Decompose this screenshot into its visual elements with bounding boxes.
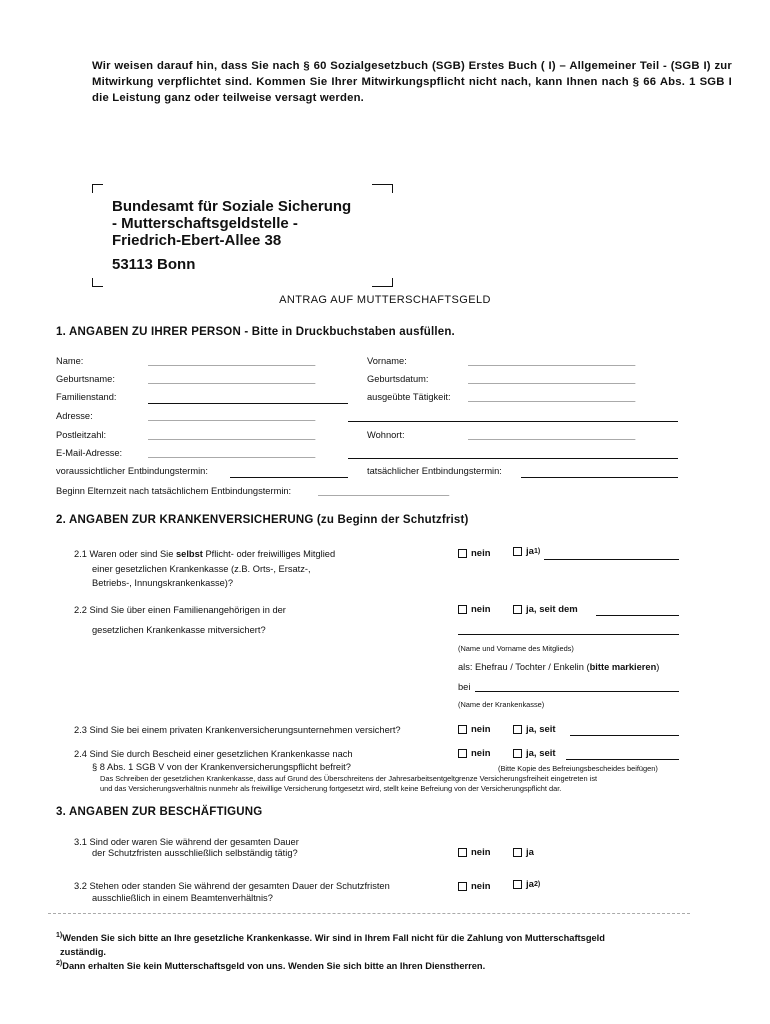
address-corner-bottom-right xyxy=(372,278,393,287)
recipient-department: - Mutterschaftsgeldstelle - xyxy=(112,215,298,232)
q31-ja-checkbox[interactable] xyxy=(513,848,522,857)
form-title: ANTRAG AUF MUTTERSCHAFTSGELD xyxy=(279,294,491,306)
q23-seit-field[interactable] xyxy=(570,735,679,736)
q24-seit-field[interactable] xyxy=(566,759,679,760)
recipient-street: Friedrich-Ebert-Allee 38 xyxy=(112,232,282,249)
q24-explanation-line1: Das Schreiben der gesetzlichen Krankenkasse, dass auf Grund des Überschreitens der Jahresarbeitsentgeltgrenze Versicherungsfreiheit eingetreten ist xyxy=(100,774,598,783)
vorname-label: Vorname: xyxy=(367,356,407,366)
q23-ja-checkbox[interactable] xyxy=(513,725,522,734)
q22-relationship-suffix: ) xyxy=(656,662,660,672)
q23-nein-option[interactable] xyxy=(458,724,491,735)
email-label: E-Mail-Adresse: xyxy=(56,448,123,458)
question-2-3: 2.3 Sind Sie bei einem privaten Krankenversicherungsunternehmen versichert? xyxy=(74,725,401,735)
adresse-field-dash[interactable]: _____________________________________ xyxy=(148,411,315,421)
q22-relationship[interactable] xyxy=(458,661,659,674)
q21-ja-label: ja xyxy=(526,546,534,557)
q32-nein-label: nein xyxy=(471,881,491,892)
legal-notice-paragraph: Wir weisen darauf hin, dass Sie nach § 60 Sozialgesetzbuch (SGB) Erstes Buch ( I) – Allgemeiner Teil - (SGB I) zur Mitwirkung verpflichtet sind. Kommen Sie Ihrer Mitwirkungspflicht nicht nach, kann Ihnen nach § 66 Abs. 1 SGB I die Leistung ganz oder teilweise versagt werden. xyxy=(92,60,732,104)
question-3-1-line2: der Schutzfristen ausschließlich selbständig tätig? xyxy=(92,848,298,858)
wohnort-field[interactable]: _____________________________________ xyxy=(468,430,635,440)
q21-nein-option[interactable] xyxy=(458,548,491,559)
vorname-field[interactable]: _____________________________________ xyxy=(468,356,635,366)
adresse-label: Adresse: xyxy=(56,411,93,421)
q22-ja-option[interactable] xyxy=(513,604,578,615)
q22-nein-checkbox[interactable] xyxy=(458,605,467,614)
footnote-2-ref: 2) xyxy=(533,881,541,888)
question-2-1-emphasis: selbst xyxy=(175,549,203,559)
question-3-1-line1: 3.1 Sind oder waren Sie während der gesamten Dauer xyxy=(74,837,299,847)
question-3-2-line2: ausschließlich in einem Beamtenverhältnis? xyxy=(92,893,273,903)
q23-nein-label: nein xyxy=(471,724,491,735)
q22-ja-checkbox[interactable] xyxy=(513,605,522,614)
q24-explanation-line2: und das Versicherungsverhältnis nunmehr als freiwillige Versicherung fortgesetzt wird, stellt keine Befreiung von der Versicherungspflicht dar. xyxy=(100,784,562,793)
address-corner-top-left xyxy=(92,184,103,193)
elternzeit-label: Beginn Elternzeit nach tatsächlichem Entbindungstermin: xyxy=(56,486,292,496)
geburtsdatum-label: Geburtsdatum: xyxy=(367,374,429,384)
q22-bei-label: bei xyxy=(458,682,471,692)
wohnort-label: Wohnort: xyxy=(367,430,405,440)
familienstand-label: Familienstand: xyxy=(56,392,117,402)
email-field-dash[interactable]: _____________________________________ xyxy=(148,448,315,458)
geburtsdatum-field[interactable]: _____________________________________ xyxy=(468,374,635,384)
footnote-1 xyxy=(56,932,605,943)
q32-nein-option[interactable] xyxy=(458,881,491,892)
email-field[interactable] xyxy=(348,458,678,459)
q22-ja-label: ja, seit dem xyxy=(526,604,578,615)
tatsaechlicher-termin-label: tatsächlicher Entbindungstermin: xyxy=(367,466,502,476)
taetigkeit-field[interactable]: _____________________________________ xyxy=(468,392,635,402)
section-1-heading: 1. ANGABEN ZU IHRER PERSON - Bitte in Druckbuchstaben ausfüllen. xyxy=(56,326,455,338)
footnote-1-text: Wenden Sie sich bitte an Ihre gesetzliche Krankenkasse. Wir sind in Ihrem Fall nicht für die Zahlung von Mutterschaftsgeld xyxy=(62,933,605,943)
q23-ja-label: ja, seit xyxy=(526,724,556,735)
question-3-2-line1: 3.2 Stehen oder standen Sie während der gesamten Dauer der Schutzfristen xyxy=(74,881,390,891)
footnote-1-continuation: zuständig. xyxy=(60,947,106,957)
address-corner-bottom-left xyxy=(92,278,103,287)
q31-ja-option[interactable] xyxy=(513,847,534,858)
taetigkeit-label: ausgeübte Tätigkeit: xyxy=(367,392,451,402)
address-corner-top-right xyxy=(372,184,393,193)
q32-ja-label: ja xyxy=(526,879,534,890)
question-2-1-text-c: Pflicht- oder freiwilliges Mitglied xyxy=(202,549,336,559)
q31-ja-label: ja xyxy=(526,847,534,858)
footnote-1-mark: 1) xyxy=(56,932,63,939)
q22-kasse-note: (Name der Krankenkasse) xyxy=(458,700,545,709)
q24-nein-label: nein xyxy=(471,748,491,759)
q21-ja-option[interactable] xyxy=(513,546,540,557)
voraussichtlicher-termin-label: voraussichtlicher Entbindungstermin: xyxy=(56,466,208,476)
q24-ja-option[interactable] xyxy=(513,748,556,759)
q24-copy-note: (Bitte Kopie des Befreiungsbescheides beifügen) xyxy=(498,764,658,773)
q24-ja-checkbox[interactable] xyxy=(513,749,522,758)
section-2-heading: 2. ANGABEN ZUR KRANKENVERSICHERUNG (zu Beginn der Schutzfrist) xyxy=(56,514,469,526)
name-field[interactable]: _____________________________________ xyxy=(148,356,315,366)
q22-relationship-prefix: als: Ehefrau / Tochter / Enkelin ( xyxy=(458,662,590,672)
q32-ja-option[interactable] xyxy=(513,879,540,890)
geburtsname-label: Geburtsname: xyxy=(56,374,115,384)
footnote-2 xyxy=(56,960,485,971)
q32-nein-checkbox[interactable] xyxy=(458,882,467,891)
question-2-1-text-a: 2.1 Waren oder sind Sie xyxy=(74,549,176,559)
q32-ja-checkbox[interactable] xyxy=(513,880,522,889)
footnote-separator xyxy=(48,913,690,914)
q31-nein-label: nein xyxy=(471,847,491,858)
postleitzahl-field[interactable]: _____________________________________ xyxy=(148,430,315,440)
q23-nein-checkbox[interactable] xyxy=(458,725,467,734)
q22-member-name-field[interactable] xyxy=(458,634,679,635)
q22-relationship-hint: bitte markieren xyxy=(589,662,657,672)
question-2-4-line1: 2.4 Sind Sie durch Bescheid einer gesetzlichen Krankenkasse nach xyxy=(74,749,353,759)
q24-nein-option[interactable] xyxy=(458,748,491,759)
recipient-city: 53113 Bonn xyxy=(112,256,196,273)
q22-seit-dem-field[interactable] xyxy=(596,615,679,616)
q24-ja-label: ja, seit xyxy=(526,748,556,759)
recipient-name: Bundesamt für Soziale Sicherung xyxy=(112,198,352,215)
question-2-2-line1: 2.2 Sind Sie über einen Familienangehörigen in der xyxy=(74,605,286,615)
question-2-1-line2: einer gesetzlichen Krankenkasse (z.B. Orts-, Ersatz-, xyxy=(92,564,311,574)
elternzeit-field[interactable]: _____________________________ xyxy=(318,486,449,496)
question-2-4-line2: § 8 Abs. 1 SGB V von der Krankenversicherungspflicht befreit? xyxy=(92,762,351,772)
footnote-2-mark: 2) xyxy=(56,960,63,967)
question-2-1 xyxy=(74,548,335,561)
question-2-2-line2: gesetzlichen Krankenkasse mitversichert? xyxy=(92,625,266,635)
footnote-1-ref: 1) xyxy=(533,548,541,555)
q31-nein-option[interactable] xyxy=(458,847,491,858)
postleitzahl-label: Postleitzahl: xyxy=(56,430,107,440)
name-label: Name: xyxy=(56,356,84,366)
q23-ja-option[interactable] xyxy=(513,724,556,735)
familienstand-field[interactable] xyxy=(148,403,348,404)
q21-ja-field[interactable] xyxy=(544,559,679,560)
q22-nein-option[interactable] xyxy=(458,604,491,615)
q21-nein-checkbox[interactable] xyxy=(458,549,467,558)
footnote-2-text: Dann erhalten Sie kein Mutterschaftsgeld von uns. Wenden Sie sich bitte an Ihren Dienstherren. xyxy=(62,961,486,971)
question-2-1-line3: Betriebs-, Innungskrankenkasse)? xyxy=(92,578,234,588)
tatsaechlicher-termin-field[interactable] xyxy=(521,477,678,478)
q22-kasse-field[interactable] xyxy=(475,691,679,692)
voraussichtlicher-termin-field[interactable] xyxy=(230,477,348,478)
adresse-field[interactable] xyxy=(348,421,678,422)
q31-nein-checkbox[interactable] xyxy=(458,848,467,857)
q22-nein-label: nein xyxy=(471,604,491,615)
q22-member-name-note: (Name und Vorname des Mitglieds) xyxy=(458,644,574,653)
q21-nein-label: nein xyxy=(471,548,491,559)
geburtsname-field[interactable]: _____________________________________ xyxy=(148,374,315,384)
q21-ja-checkbox[interactable] xyxy=(513,547,522,556)
q24-nein-checkbox[interactable] xyxy=(458,749,467,758)
section-3-heading: 3. ANGABEN ZUR BESCHÄFTIGUNG xyxy=(56,806,263,818)
